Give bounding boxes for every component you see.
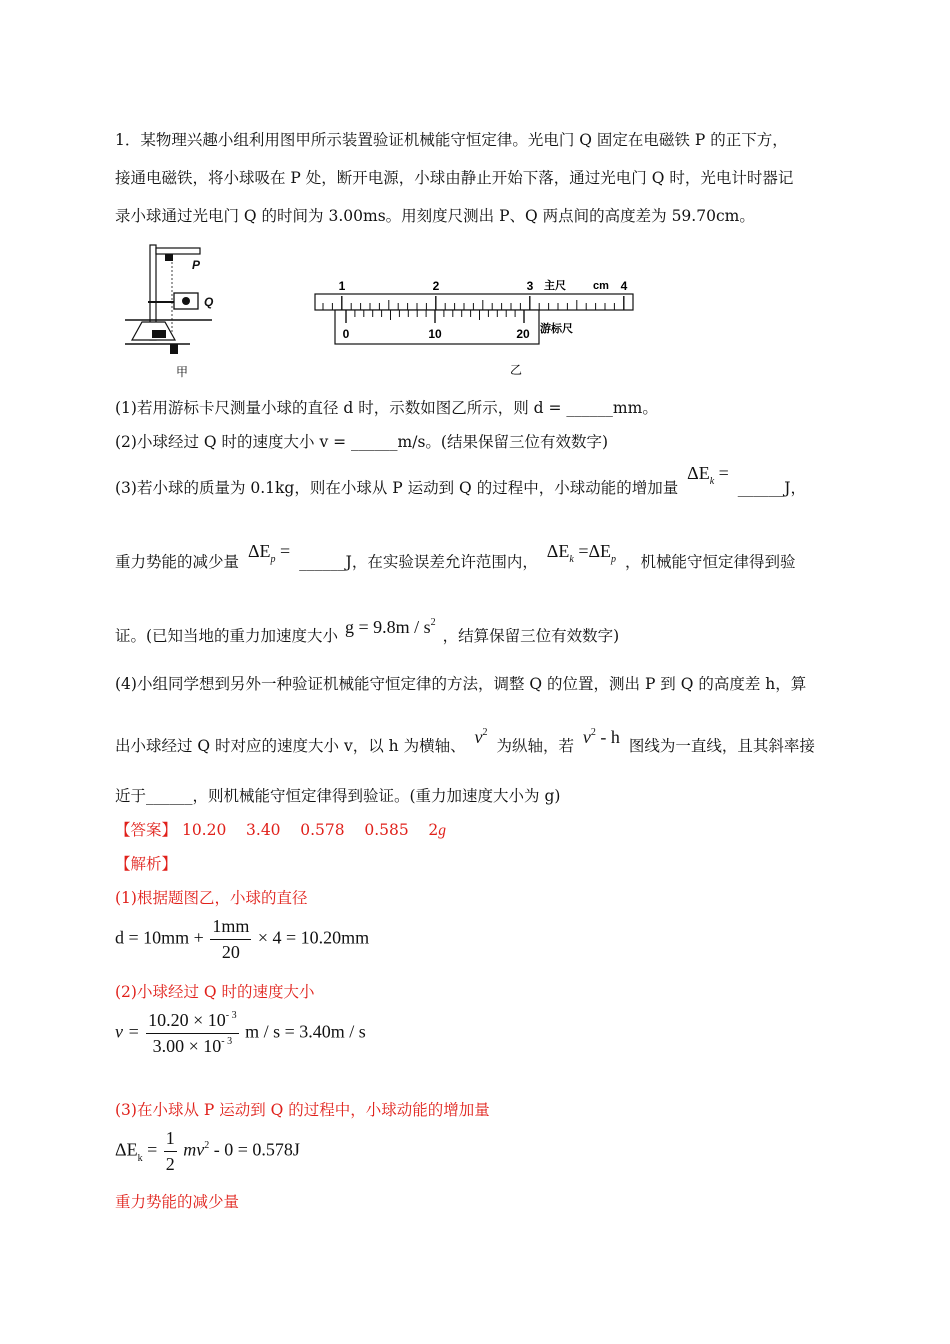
main-scale-unit: cm bbox=[593, 280, 609, 292]
vernier-name: 游标尺 bbox=[540, 323, 573, 335]
label-jia: 甲 bbox=[176, 365, 189, 379]
analysis-label: 【解析】 bbox=[115, 855, 178, 873]
equation-kinetic-energy: $\Delta E_k$ = $\frac{1}{2}$ $mv^2 - 0 = 0.578J$ bbox=[115, 1128, 300, 1174]
part-4-line-b: 出小球经过 Q 时对应的速度大小 v，以 h 为横轴、 $v^2$ 为纵轴，若 $v^2$ - h 图线为一直线，且其斜率接 bbox=[115, 727, 815, 755]
part-2: (2)小球经过 Q 时的速度大小 v = ______m/s。(结果保留三位有效数字) bbox=[115, 433, 609, 451]
main-scale-1: 1 bbox=[338, 279, 346, 293]
analysis-step-4: 重力势能的减少量 bbox=[115, 1193, 240, 1211]
v2-h-inline: $v^2$ - h bbox=[582, 727, 620, 747]
label-p: P bbox=[192, 258, 201, 272]
v-squared-inline: $v^2$ bbox=[474, 727, 488, 747]
analysis-step-3: (3)在小球从 P 运动到 Q 的过程中，小球动能的增加量 bbox=[115, 1101, 490, 1119]
g-value-inline: $g = 9.8m / s^2$ bbox=[345, 617, 436, 637]
vernier-20: 20 bbox=[516, 327, 530, 341]
part-1: (1)若用游标卡尺测量小球的直径 d 时，示数如图乙所示，则 d = ______mm。 bbox=[115, 399, 658, 417]
main-scale-name: 主尺 bbox=[544, 280, 566, 292]
dEk-eq-dEp-inline: $\Delta E_k =\Delta E_p$ bbox=[546, 541, 617, 565]
main-scale-4: 4 bbox=[620, 279, 628, 293]
analysis-step-2: (2)小球经过 Q 时的速度大小 bbox=[115, 983, 315, 1001]
answer-line: 【答案】 10.20 3.40 0.578 0.585 2g bbox=[115, 821, 447, 839]
label-q: Q bbox=[204, 295, 214, 309]
question-line-2: 接通电磁铁，将小球吸在 P 处，断开电源，小球由静止开始下落，通过光电门 Q 时，光电计时器记 bbox=[115, 169, 794, 187]
main-scale-3: 3 bbox=[526, 279, 534, 293]
dEp-inline: $\Delta E_p$ = bbox=[247, 541, 291, 565]
part-3-line-c: 证。(已知当地的重力加速度大小 $g = 9.8m / s^2$ ，结算保留三位有效数字) bbox=[115, 617, 620, 645]
vernier-caliper-figure bbox=[310, 272, 640, 382]
vernier-0: 0 bbox=[342, 327, 350, 341]
analysis-step-1: (1)根据题图乙，小球的直径 bbox=[115, 889, 308, 907]
question-line-3: 录小球通过光电门 Q 的时间为 3.00ms。用刻度尺测出 P、Q 两点间的高度差为 59.70cm。 bbox=[115, 207, 755, 225]
equation-diameter: d = 10mm + $\frac{1mm}{20}$ × 4 = 10.20mm bbox=[115, 916, 370, 962]
part-4-line-a: (4)小组同学想到另外一种验证机械能守恒定律的方法，调整 Q 的位置，测出 P 到 Q 的高度差 h，算 bbox=[115, 675, 807, 693]
part-3-line-b: 重力势能的减少量 $\Delta E_p$ = ______J，在实验误差允许范围内， $\Delta E_k =\Delta E_p$ ，机械能守恒定律得到验 bbox=[115, 541, 796, 571]
label-yi: 乙 bbox=[510, 363, 523, 377]
vernier-10: 10 bbox=[428, 327, 442, 341]
part-4-line-c: 近于______，则机械能守恒定律得到验证。(重力加速度大小为 g) bbox=[115, 787, 561, 805]
question-line-1: 1．某物理兴趣小组利用图甲所示装置验证机械能守恒定律。光电门 Q 固定在电磁铁 P 的正下方， bbox=[115, 131, 788, 149]
main-scale-2: 2 bbox=[432, 279, 440, 293]
apparatus-figure bbox=[120, 240, 220, 380]
dEk-inline: $\Delta E_k$ = bbox=[687, 463, 729, 487]
equation-velocity: v = $\frac{10.20 \times 10^{- 3}}{3.00 \times 10^{- 3}}$ m / s = 3.40m / s bbox=[115, 1010, 366, 1056]
part-3-line-a: (3)若小球的质量为 0.1kg，则在小球从 P 运动到 Q 的过程中，小球动能的增加量 $\Delta E_k$ = ______J， bbox=[115, 463, 806, 497]
